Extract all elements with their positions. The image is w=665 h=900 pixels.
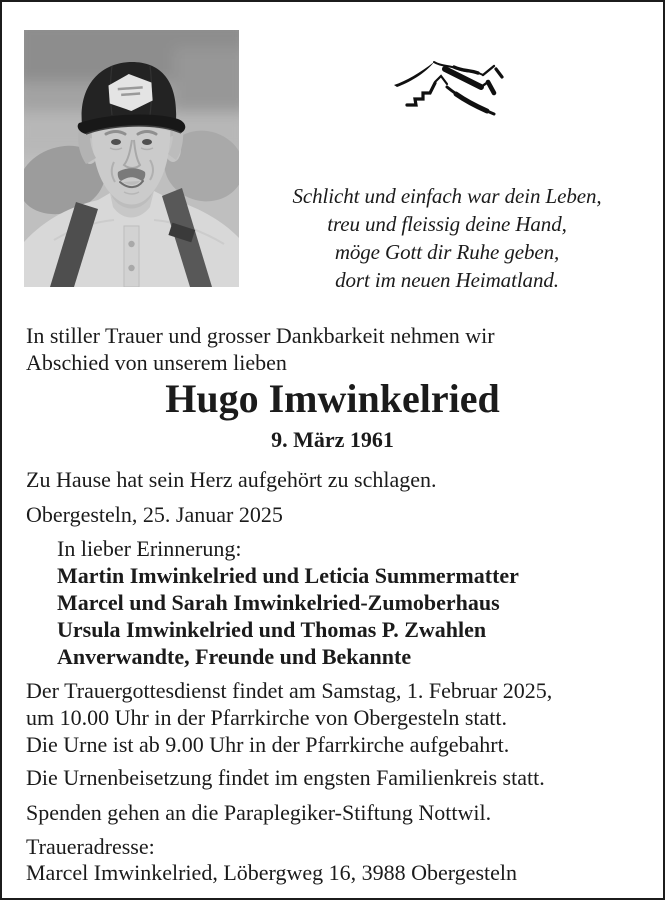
memorial-verse <box>282 182 612 294</box>
mourning-address <box>26 834 517 886</box>
service-line: Der Trauergottesdienst findet am Samstag, 1. Februar 2025, <box>26 678 553 703</box>
deceased-name: Hugo Imwinkelried <box>165 376 500 421</box>
service-line: um 10.00 Uhr in der Pfarrkirche von Obergesteln statt. <box>26 705 508 730</box>
service-line: Die Urne ist ab 9.00 Uhr in der Pfarrkirche aufgebahrt. <box>26 732 510 757</box>
intro-line: Abschied von unserem lieben <box>26 350 287 375</box>
verse-line: treu und fleissig deine Hand, <box>327 212 567 236</box>
mourner-name: Martin Imwinkelried und Leticia Summermatter <box>57 563 519 588</box>
intro-text <box>26 322 495 376</box>
mourner-name: Ursula Imwinkelried und Thomas P. Zwahlen <box>57 617 487 642</box>
address-value: Marcel Imwinkelried, Löbergweg 16, 3988 Obergesteln <box>26 860 517 885</box>
donation-info: Spenden gehen an die Paraplegiker-Stiftung Nottwil. <box>26 800 492 825</box>
burial-info: Die Urnenbeisetzung findet im engsten Familienkreis statt. <box>26 765 545 790</box>
service-info <box>26 677 552 758</box>
verse-line: dort im neuen Heimatland. <box>335 268 559 292</box>
address-label: Traueradresse: <box>26 834 155 859</box>
remembrance-heading: In lieber Erinnerung: <box>57 536 242 561</box>
verse-line: möge Gott dir Ruhe geben, <box>334 240 560 264</box>
mountain-logo-icon <box>390 52 508 116</box>
verse-line: Schlicht und einfach war dein Leben, <box>292 184 602 208</box>
portrait-photo <box>24 30 239 287</box>
remembrance-block <box>57 536 519 670</box>
portrait-photo-illustration <box>24 30 239 287</box>
place-and-date: Obergesteln, 25. Januar 2025 <box>26 502 283 527</box>
mourner-name: Marcel und Sarah Imwinkelried-Zumoberhaus <box>57 590 500 615</box>
mourner-name: Anverwandte, Freunde und Bekannte <box>57 644 412 669</box>
death-announcement: Zu Hause hat sein Herz aufgehört zu schlagen. <box>26 467 437 492</box>
mountain-sketch-icon <box>390 52 508 116</box>
birth-date: 9. März 1961 <box>271 427 394 452</box>
intro-line: In stiller Trauer und grosser Dankbarkeit nehmen wir <box>26 323 495 348</box>
